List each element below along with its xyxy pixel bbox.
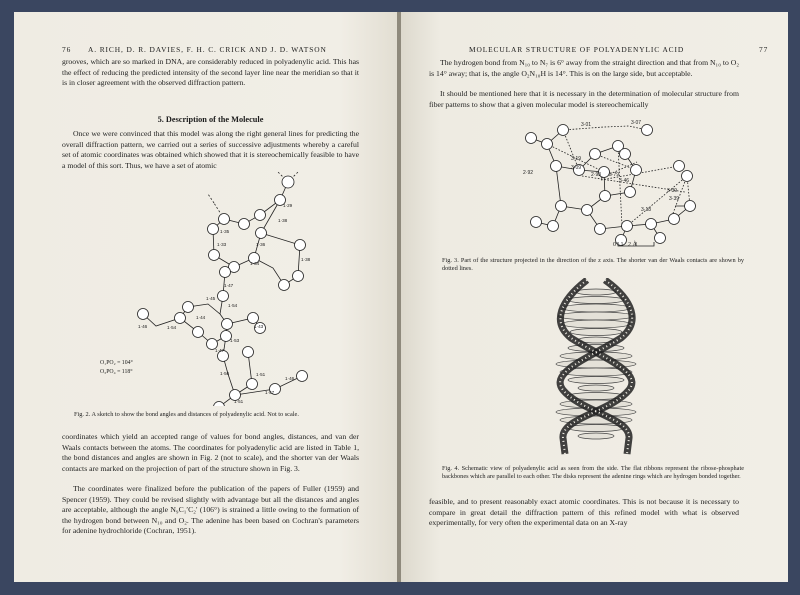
- svg-text:1·56: 1·56: [220, 371, 230, 376]
- svg-text:3·39: 3·39: [667, 188, 678, 194]
- fig2-angle-1: O₁PO₂ = 104°: [100, 360, 133, 366]
- page-number: 77: [759, 45, 769, 54]
- fig2-caption: Fig. 2. A sketch to show the bond angles and distances of polyadenylic acid. Not to scale.: [74, 411, 299, 418]
- running-head: MOLECULAR STRUCTURE OF POLYADENYLIC ACID: [469, 45, 685, 54]
- fig3-scale-label: 0 1 2 Å: [613, 242, 637, 248]
- fig4-helix-diagram: [541, 278, 651, 456]
- svg-text:1·38: 1·38: [301, 257, 311, 262]
- fig3-projection-diagram: [509, 114, 719, 254]
- page-number: 76: [62, 45, 72, 54]
- fig2-angle-annotations: [100, 359, 133, 377]
- paragraph: It should be mentioned here that it is necessary in the determination of molecular structure from fiber patterns to show that a given molecular model is stereochemically: [429, 89, 739, 109]
- svg-text:1·46: 1·46: [138, 324, 148, 329]
- svg-text:1·38: 1·38: [278, 218, 288, 223]
- svg-text:1·46: 1·46: [285, 376, 295, 381]
- section-heading: 5. Description of the Molecule: [157, 115, 264, 124]
- svg-text:3·79: 3·79: [609, 172, 620, 178]
- paragraph: Once we were convinced that this model was along the right general lines for predicting the overall diffraction pattern, we carried out a series of successive adjustments whereby a careful set of atomic coordinates was obtained which showed that it is stereochemically feasible to have a model of this sort. Thus, we have a set of atomic: [62, 129, 359, 170]
- svg-text:1·43: 1·43: [254, 324, 264, 329]
- left-page: [14, 12, 397, 582]
- svg-text:1·45: 1·45: [206, 296, 216, 301]
- svg-text:3·39: 3·39: [669, 196, 680, 202]
- fig2-angle-2: O₃PO₄ = 118°: [100, 369, 133, 375]
- svg-text:3·07: 3·07: [631, 120, 642, 126]
- right-page: [401, 12, 788, 582]
- svg-text:1·29: 1·29: [283, 203, 293, 208]
- svg-text:1·47: 1·47: [224, 283, 234, 288]
- svg-text:1·54: 1·54: [228, 303, 238, 308]
- svg-text:1·35: 1·35: [220, 229, 230, 234]
- svg-text:1·36: 1·36: [256, 242, 266, 247]
- fig2-bond-diagram: [110, 166, 320, 406]
- svg-text:1·47: 1·47: [215, 348, 225, 353]
- paragraph: The hydrogen bond from N₁₀ to N₇ is 6° away from the straight direction and that from N₁₀ to O₂ is 14° away; that is, the angle O₂N₁₀H is 14°. This is on the large side, but acceptable.: [429, 58, 739, 78]
- paragraph: feasible, and to present reasonably exact atomic coordinates. This is not because it is necessary to compare in great detail the diffraction pattern of this refined model with what is observed experimentally, for very often the experimental data on an X-ray: [429, 497, 739, 527]
- svg-text:2·92: 2·92: [523, 170, 534, 176]
- paragraph: grooves, which are so marked in DNA, are considerably reduced in polyadenylic acid. This has the effect of reducing the predicted intensity of the second layer line near the meridian so that it is in closer agreement with the observed diffraction pattern.: [62, 57, 359, 87]
- fig3-caption: Fig. 3. Part of the structure projected in the direction of the z axis. The shorter van der Waals contacts are shown by dotted lines.: [442, 257, 744, 273]
- paragraph: coordinates which yield an accepted range of values for bond angles, distances, and van der Waals contacts between the atoms. The coordinates for polyadenylic acid are listed in Table 1, the bond distances and angles are shown in Fig. 2 (not to scale), and the shorter van der Waals contacts are marked on the projection of part of the structure shown in Fig. 3.: [62, 432, 359, 473]
- running-head: A. RICH, D. R. DAVIES, F. H. C. CRICK AND J. D. WATSON: [88, 45, 327, 54]
- svg-text:3·46: 3·46: [619, 178, 630, 184]
- paragraph: The coordinates were finalized before the publication of the papers of Fuller (1959) and Spencer (1959). They could be revised slightly with advantage but all the distances and angles are acceptable, although the angle N₉C₁′C₂′ (106°) is strained a little owing to the formation of the hydrogen bond between N₁₀ and O₂. The adenine has been based on Cochran's parameters for adenine hydrochloride (Cochran, 1951).: [62, 484, 359, 535]
- svg-text:1·51: 1·51: [234, 399, 244, 404]
- svg-text:1·34: 1·34: [250, 261, 260, 266]
- svg-text:1·51: 1·51: [256, 372, 266, 377]
- svg-text:1·57: 1·57: [265, 390, 275, 395]
- fig4-caption: Fig. 4. Schematic view of polyadenylic acid as seen from the side. The flat ribbons represent the ribose-phosphate backbones which are parallel to each other. The disks represent the adenine rings which are hydrogen bonded together.: [442, 465, 744, 481]
- svg-text:3·09: 3·09: [571, 165, 582, 171]
- svg-text:3·18: 3·18: [641, 207, 652, 213]
- svg-text:1·53: 1·53: [230, 338, 240, 343]
- svg-text:1·44: 1·44: [196, 315, 206, 320]
- svg-text:3·01: 3·01: [581, 122, 592, 128]
- svg-text:3·19: 3·19: [571, 156, 582, 162]
- svg-text:2·93: 2·93: [591, 172, 602, 178]
- svg-text:1·33: 1·33: [217, 242, 227, 247]
- svg-text:1·54: 1·54: [167, 325, 177, 330]
